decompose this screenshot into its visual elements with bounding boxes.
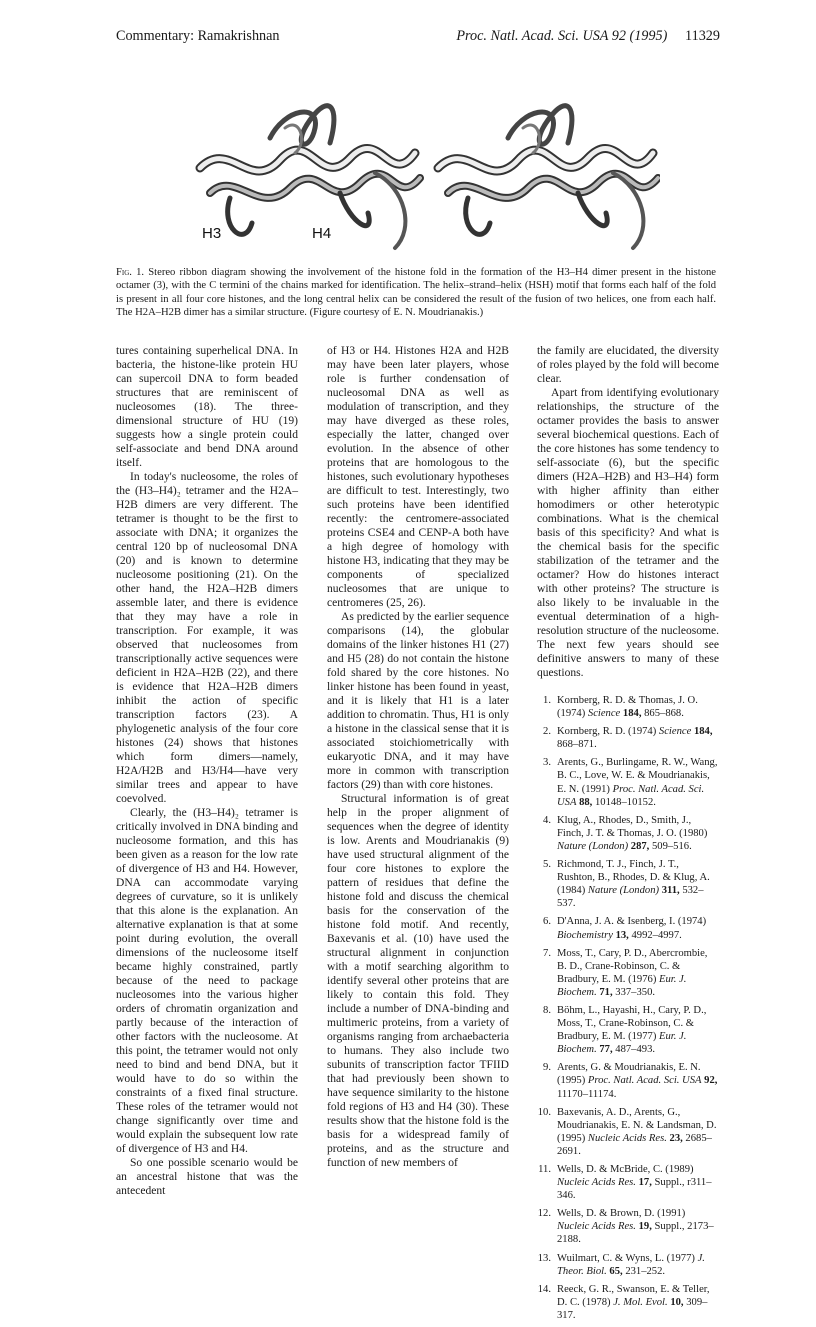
header-page-number: 11329 bbox=[685, 28, 720, 44]
reference-pages: 4992–4997. bbox=[631, 929, 682, 941]
reference-journal: Science bbox=[587, 708, 621, 720]
reference-number: 3. bbox=[543, 757, 551, 769]
paragraph: Apart from identifying evolutionary relationships, the structure of the octamer provides the basis to answer several biochemical questions. Each of the core histones has some tendency to self-associate (6), but the specific dimers (H2A–H2B) and H3–H4) form with higher affinity than either homodimers or other heterotypic combinations. What is the chemical basis of this specificity? And what is the chemical basis for the specific stabilization of the tetramer and the octamer? How do histones interact with other proteins? The structure is also likely to be invaluable in the eventual determination of a high-resolution structure of the nucleosome. The next few years should see definitive answers to many of these questions. bbox=[537, 387, 719, 679]
reference-item bbox=[537, 1207, 719, 1246]
reference-journal: Eur. J. Biochem. bbox=[557, 973, 687, 998]
reference-volume: 17, bbox=[638, 1177, 652, 1189]
reference-pages: Suppl., r311–346. bbox=[557, 1177, 712, 1202]
reference-item bbox=[537, 725, 719, 751]
reference-journal: Nucleic Acids Res. bbox=[557, 1177, 636, 1189]
reference-journal: Eur. J. Biochem. bbox=[557, 1031, 687, 1056]
figure-caption bbox=[116, 266, 716, 319]
reference-item bbox=[537, 814, 719, 853]
paragraph: Structural information is of great help in the proper alignment of sequences when the degree of identity is low. Arents and Moudrianakis (9) have used structural alignment of the four core histones to explore the pattern of residues that define the histone fold and discuss the chemical basis for the conservation of the histone fold motif. And recently, Baxevanis et al. (10) have used the structural alignment in conjunction with a motif searching algorithm to identify several other proteins that are likely to contain this fold. They include a number of DNA-binding and multimeric proteins, from a variety of organisms ranging from archaebacteria to humans. They also include two subunits of transcription factor TFIID that had previously been shown to have sequence similarity to the histone fold regions of H3 and H4 (30). These results show that the histone fold is the basis for a widespread family of proteins, and as the structure and function of new members of bbox=[327, 793, 509, 1169]
reference-journal: Nucleic Acids Res. bbox=[557, 1221, 636, 1233]
reference-journal: Nature (London) bbox=[557, 840, 629, 852]
paragraph: the family are elucidated, the diversity of roles played by the fold will become clear. bbox=[537, 345, 719, 385]
reference-number: 8. bbox=[543, 1004, 551, 1016]
label-h3: H3 bbox=[202, 225, 222, 242]
reference-volume: 287, bbox=[630, 840, 650, 852]
running-header bbox=[116, 28, 720, 48]
reference-item bbox=[537, 1061, 719, 1100]
reference-journal: Science bbox=[658, 726, 692, 738]
reference-number: 4. bbox=[543, 814, 551, 826]
column-2 bbox=[327, 344, 509, 1170]
reference-volume: 77, bbox=[599, 1044, 613, 1056]
reference-volume: 184, bbox=[622, 708, 642, 720]
paragraph: of H3 or H4. Histones H2A and H2B may have been later players, whose role is further condensation of nucleosomal DNA as well as modulation of transcription, and they may have diverged as these roles, especially the latter, changed over evolution. In the absence of other proteins that are homologous to the histones, such evolutionary hypotheses are difficult to test. Interestingly, two such proteins have been identified recently: the centromere-associated proteins CSE4 and CENP-A both have a high degree of homology with histone H3, indicating that they may be components of specialized nucleosomes that are unique to centromeres (25, 26). bbox=[327, 345, 509, 609]
reference-volume: 13, bbox=[615, 929, 629, 941]
reference-number: 14. bbox=[537, 1283, 551, 1295]
reference-number: 5. bbox=[543, 859, 551, 871]
reference-pages: 231–252. bbox=[625, 1265, 666, 1277]
reference-item bbox=[537, 858, 719, 910]
reference-number: 6. bbox=[543, 916, 551, 928]
reference-authors: D'Anna, J. A. & Isenberg, I. (1974) bbox=[557, 916, 707, 928]
reference-item bbox=[537, 1283, 719, 1322]
paragraph: So one possible scenario would be an ancestral histone that was the antecedent bbox=[116, 1157, 298, 1197]
caption-text: Stereo ribbon diagram showing the involvement of the histone fold in the formation of the H3–H4 dimer present in the histone octamer (3), with the C termini of the chains marked for identification. The helix–strand–helix (HSH) motif that forms each half of the fold is present in all four core histones, and the long central helix can be considered the result of the fusion of two helices, one from each half. The H2A–H2B dimer has a similar structure. (Figure courtesy of E. N. Moudrianakis.) bbox=[116, 267, 716, 318]
label-h4: H4 bbox=[312, 225, 332, 242]
reference-journal: Nature (London) bbox=[587, 885, 660, 897]
reference-pages: 337–350. bbox=[615, 986, 656, 998]
reference-journal: J. Theor. Biol. bbox=[557, 1252, 705, 1277]
reference-authors: Kornberg, R. D. & Thomas, J. O. (1974) bbox=[557, 695, 698, 720]
reference-number: 1. bbox=[543, 695, 551, 706]
reference-pages: 11170–11174. bbox=[557, 1088, 617, 1100]
reference-item bbox=[537, 1163, 719, 1202]
reference-authors: Wells, D. & McBride, C. (1989) bbox=[557, 1164, 694, 1175]
reference-pages: 487–493. bbox=[615, 1044, 656, 1056]
header-journal: Proc. Natl. Acad. Sci. USA 92 (1995) bbox=[456, 28, 668, 44]
reference-volume: 23, bbox=[669, 1132, 683, 1144]
reference-volume: 10, bbox=[670, 1296, 684, 1308]
reference-journal: Biochemistry bbox=[557, 929, 613, 941]
reference-item bbox=[537, 694, 719, 720]
ribbon-diagram bbox=[190, 98, 660, 260]
reference-volume: 19, bbox=[638, 1221, 652, 1233]
reference-number: 2. bbox=[543, 726, 551, 738]
reference-authors: Reeck, G. R., Swanson, E. & Teller, D. C. (1978) bbox=[557, 1283, 710, 1308]
reference-authors: Arents, G., Burlingame, R. W., Wang, B. C., Love, W. E. & Moudrianakis, E. N. (1991) bbox=[557, 757, 718, 795]
reference-item bbox=[537, 756, 719, 808]
reference-authors: Richmond, T. J., Finch, J. T., Rushton, B., Rhodes, D. & Klug, A. (1984) bbox=[557, 859, 710, 897]
reference-number: 9. bbox=[543, 1062, 551, 1074]
reference-pages: 532–537. bbox=[557, 885, 704, 910]
reference-number: 10. bbox=[537, 1106, 551, 1118]
reference-volume: 65, bbox=[609, 1265, 623, 1277]
reference-item bbox=[537, 915, 719, 941]
reference-volume: 184, bbox=[693, 726, 713, 738]
reference-volume: 92, bbox=[704, 1075, 718, 1087]
reference-volume: 88, bbox=[579, 796, 593, 808]
reference-pages: 509–516. bbox=[651, 840, 692, 852]
paragraph: In today's nucleosome, the roles of the (H3–H4)₂ tetramer and the H2A–H2B dimers are very different. The tetramer is thought to be the first to associate with DNA; it organizes the central 120 bp of nucleosomal DNA (20) and is known to determine nucleosome positioning (21). On the other hand, the H2A–H2B dimers assemble later, and there is evidence that they may have a role in transcription. For example, it was observed that nucleosomes from transcriptionally active sequences were deficient in H2A–H2B (22), and there is evidence that H2A–H2B dimers inhibit the action of specific transcription factors (23). A phylogenetic analysis of the four core histones (24) shows that histones which form dimers—namely, H2A/H2B and H3/H4—have very similar trees and appear to have coevolved. bbox=[116, 471, 298, 805]
reference-authors: Kornberg, R. D. (1974) bbox=[557, 726, 657, 738]
reference-pages: 309–317. bbox=[557, 1296, 708, 1321]
reference-number: 12. bbox=[537, 1208, 551, 1220]
reference-volume: 311, bbox=[661, 885, 680, 897]
header-journal-page bbox=[456, 28, 720, 45]
reference-journal: Proc. Natl. Acad. Sci. USA bbox=[557, 783, 705, 808]
reference-volume: 71, bbox=[599, 986, 613, 998]
reference-authors: Moss, T., Cary, P. D., Abercrombie, B. D., Crane-Robinson, C. & Bradbury, E. M. (1976) bbox=[557, 947, 708, 985]
reference-authors: Baxevanis, A. D., Arents, G., Moudrianakis, E. N. & Landsman, D. (1995) bbox=[557, 1106, 717, 1144]
reference-item bbox=[537, 1004, 719, 1056]
reference-journal: Nucleic Acids Res. bbox=[587, 1132, 667, 1144]
figure-stereo-ribbon bbox=[190, 98, 660, 260]
reference-item bbox=[537, 947, 719, 999]
caption-label: Fig. 1. bbox=[116, 267, 145, 278]
reference-item bbox=[537, 1252, 719, 1278]
reference-pages: Suppl., 2173–2188. bbox=[557, 1221, 714, 1246]
reference-authors: Böhm, L., Hayashi, H., Cary, P. D., Moss, T., Crane-Robinson, C. & Bradbury, E. M. (1977) bbox=[557, 1004, 707, 1043]
reference-pages: 10148–10152. bbox=[594, 796, 656, 808]
column-3 bbox=[537, 344, 719, 1327]
header-section-title: Commentary: Ramakrishnan bbox=[116, 28, 280, 44]
paragraph: As predicted by the earlier sequence comparisons (14), the globular domains of the linker histones H1 (27) and H5 (28) do not contain the histone fold shared by the core histones. No linker histone has been found in yeast, and it is likely that H1 is a later addition to chromatin. Thus, H1 is only a histone in the classical sense that it is associated stoichiometrically with eukaryotic DNA, and it may have more in common with transcription factors (29) than with core histones. bbox=[327, 611, 509, 791]
paragraph: tures containing superhelical DNA. In bacteria, the histone-like protein HU can supercoil DNA to form beaded structures that are reminiscent of nucleosomes (18). The three-dimensional structure of HU (19) suggests how a single protein could self-associate and bend DNA around itself. bbox=[116, 345, 298, 469]
reference-number: 7. bbox=[543, 947, 551, 959]
reference-authors: Wuilmart, C. & Wyns, L. (1977) bbox=[557, 1252, 695, 1264]
reference-pages: 2685–2691. bbox=[557, 1132, 712, 1157]
reference-number: 13. bbox=[537, 1252, 551, 1264]
reference-authors: Wells, D. & Brown, D. (1991) bbox=[557, 1208, 686, 1220]
column-1 bbox=[116, 344, 298, 1198]
reference-authors: Klug, A., Rhodes, D., Smith, J., Finch, J. T. & Thomas, J. O. (1980) bbox=[557, 814, 708, 839]
reference-pages: 865–868. bbox=[644, 708, 684, 720]
reference-journal: J. Mol. Evol. bbox=[613, 1296, 668, 1308]
reference-authors: Arents, G. & Moudrianakis, E. N. (1995) bbox=[557, 1062, 701, 1087]
reference-list bbox=[537, 694, 719, 1322]
reference-number: 11. bbox=[538, 1164, 551, 1175]
reference-journal: Proc. Natl. Acad. Sci. USA bbox=[587, 1075, 702, 1087]
paragraph: Clearly, the (H3–H4)₂ tetramer is critically involved in DNA binding and nucleosome formation, and this has been given as a reason for the low rate of divergence of H3 and H4. However, DNA can accommodate varying degrees of curvature, so it is unlikely that this alone is the explanation. An alternative explanation is that at some point during evolution, the overall dimensions of the nucleosome itself became highly constrained, partly because of the need to package nucleosomes into the various higher orders of chromatin organization and partly because of the interaction of other factors with the nucleosome. At this point, the tetramer would not only need to bind and bend DNA, but it would have to do so within the constraints of a fixed final structure. These roles of the tetramer would not change significantly over time and would explain the subsequent low rate of divergence of H3 and H4. bbox=[116, 807, 298, 1155]
reference-item bbox=[537, 1106, 719, 1158]
reference-pages: 868–871. bbox=[557, 739, 597, 751]
